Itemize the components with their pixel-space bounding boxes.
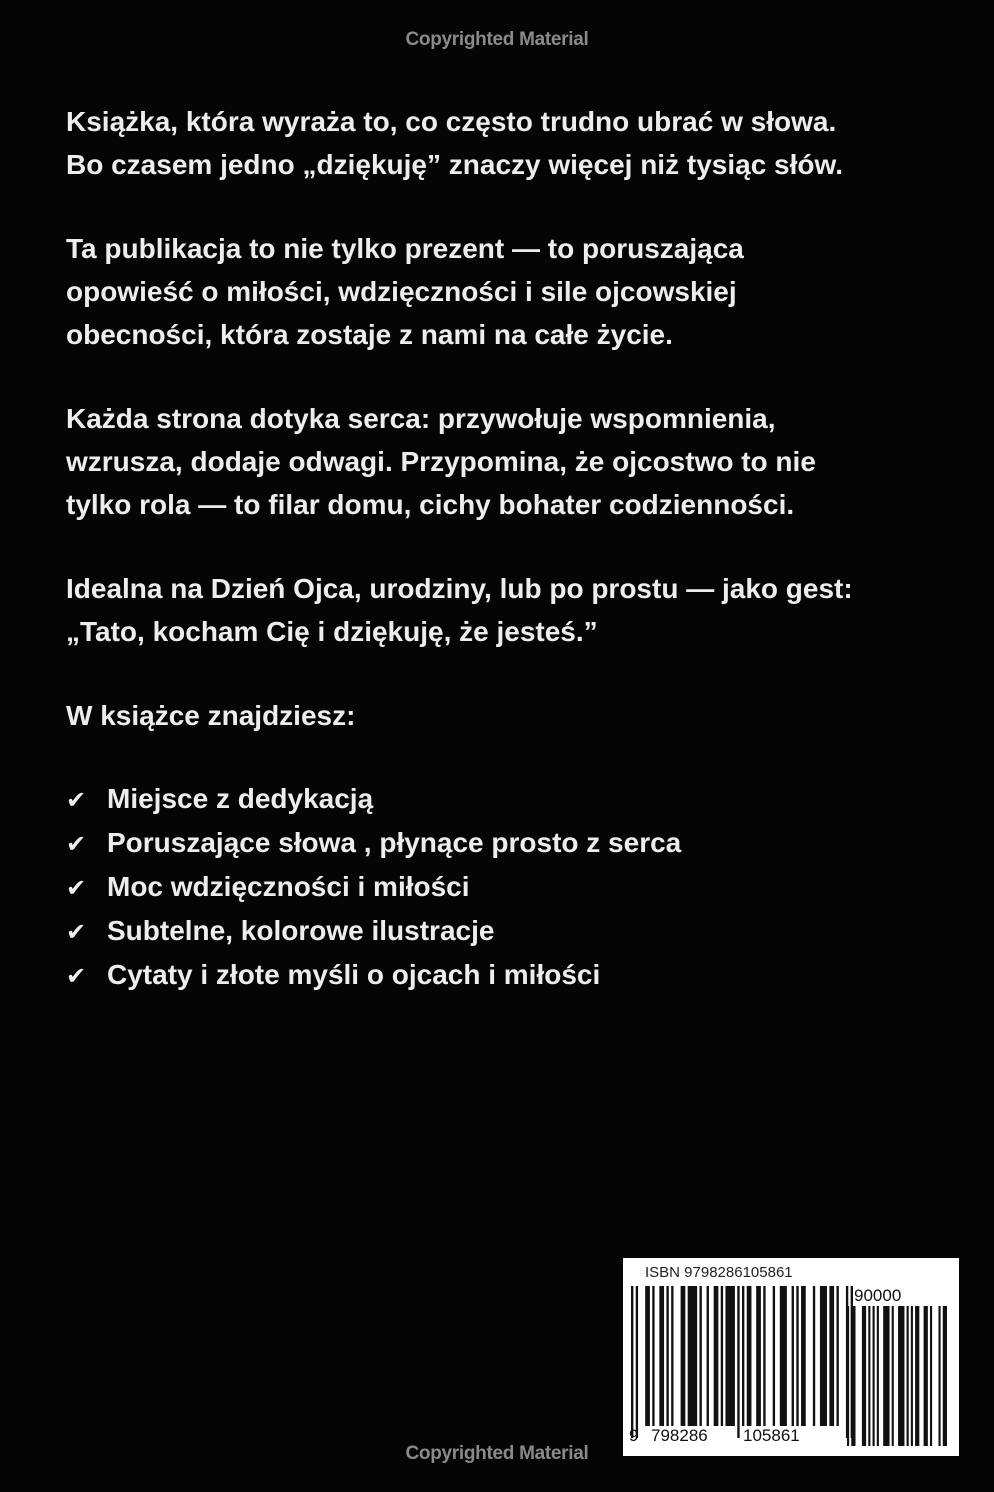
copyright-watermark-top: Copyrighted Material [405,29,589,50]
text-line: obecności, która zostaje z nami na całe życie. [66,319,673,350]
barcode-bar [763,1286,765,1426]
barcode-bar [829,1286,834,1426]
barcode-bar [681,1286,686,1426]
barcode-bar [714,1286,719,1426]
barcode-bar [796,1286,798,1426]
addon-bars [847,1306,947,1446]
list-item-label: Moc wdzięczności i miłości [107,871,470,902]
barcode-bar [792,1286,794,1426]
barcode-bar [862,1306,866,1446]
text-line: „Tato, kocham Cię i dziękuję, że jesteś.” [66,616,598,647]
barcode-bar [943,1306,947,1446]
paragraph-occasion [66,567,946,653]
barcode-bar [652,1286,654,1426]
barcode-bar [671,1286,673,1426]
paragraph-intro [66,100,946,186]
list-item [66,778,946,822]
text-line: opowieść o miłości, wdzięczności i sile ojcowskiej [66,276,737,307]
barcode-bar [924,1306,928,1446]
barcode-bar [907,1306,909,1446]
barcode-bar [666,1286,668,1426]
checkmark-icon: ✔ [66,963,87,990]
barcode-bar [813,1286,815,1426]
features-heading [66,694,946,737]
paragraph-every-page [66,397,946,526]
barcode-bar [721,1286,723,1426]
barcode-bar [725,1286,734,1426]
barcode-digit-first: 9 [629,1426,639,1445]
barcode-bar [930,1306,932,1446]
barcode-bar [892,1306,894,1446]
barcode-bar [847,1306,849,1446]
barcode-bar [631,1286,633,1438]
checkmark-icon: ✔ [66,919,87,946]
barcode-bar [645,1286,650,1426]
text-line: Bo czasem jedno „dziękuję” znaczy więcej niż tysiąc słów. [66,149,844,180]
barcode-bar [742,1286,744,1438]
isbn-barcode [623,1258,959,1456]
list-item-label: Poruszające słowa , płynące prosto z serca [107,827,682,858]
checkmark-icon: ✔ [66,831,87,858]
text-line: Idealna na Dzień Ojca, urodziny, lub po prostu — jako gest: [66,573,853,604]
list-item [66,822,946,866]
text-line: Każda strona dotyka serca: przywołuje wspomnienia, [66,403,776,434]
paragraph-publication [66,227,946,356]
barcode-bar [747,1286,752,1426]
copyright-watermark-bottom: Copyrighted Material [405,1443,589,1464]
checkmark-icon: ✔ [66,875,87,902]
barcode-bar [699,1286,701,1426]
barcode-bar [737,1286,739,1438]
barcode-bar [868,1306,870,1446]
barcode-bar [707,1286,709,1426]
addon-code: 90000 [854,1286,902,1305]
barcode-bar [898,1306,904,1446]
text-line: wzrusza, dodaje odwagi. Przypomina, że ojcostwo to nie [66,446,816,477]
text-line: Książka, która wyraża to, co często trudno ubrać w słowa. [66,106,837,137]
barcode-bar [780,1286,787,1426]
list-item-label: Cytaty i złote myśli o ojcach i miłości [107,959,601,990]
barcode-bar [836,1286,838,1426]
checkmark-icon: ✔ [66,787,87,814]
text-line: tylko rola — to filar domu, cichy bohater codzienności. [66,489,795,520]
features-list [66,778,946,998]
barcode-bar [636,1286,638,1438]
list-item [66,954,946,998]
isbn-label: ISBN 9798286105861 [645,1264,793,1281]
barcode-bar [773,1286,775,1426]
barcode-bar [883,1306,889,1446]
list-item-label: Subtelne, kolorowe ilustracje [107,915,495,946]
list-item [66,866,946,910]
text-line: Ta publikacja to nie tylko prezent — to poruszająca [66,233,744,264]
barcode-bar [756,1286,761,1426]
barcode-digits-right: 105861 [741,1426,833,1446]
barcode-bar [915,1306,919,1446]
barcode-bar [659,1286,664,1426]
barcode-bar [851,1306,855,1446]
list-item [66,910,946,954]
text-line: W książce znajdziesz: [66,700,356,731]
barcode-bar [801,1286,806,1426]
barcode-bar [877,1306,879,1446]
barcode-bar [873,1306,875,1446]
barcode-bar [938,1306,940,1446]
barcode-digits-left: 798286 [649,1426,735,1446]
list-item-label: Miejsce z dedykacją [107,783,374,814]
back-cover-text [66,100,946,998]
barcode-bar [911,1306,913,1446]
barcode-bar [688,1286,697,1426]
barcode-bar [820,1286,827,1426]
ean13-bars [631,1286,853,1446]
